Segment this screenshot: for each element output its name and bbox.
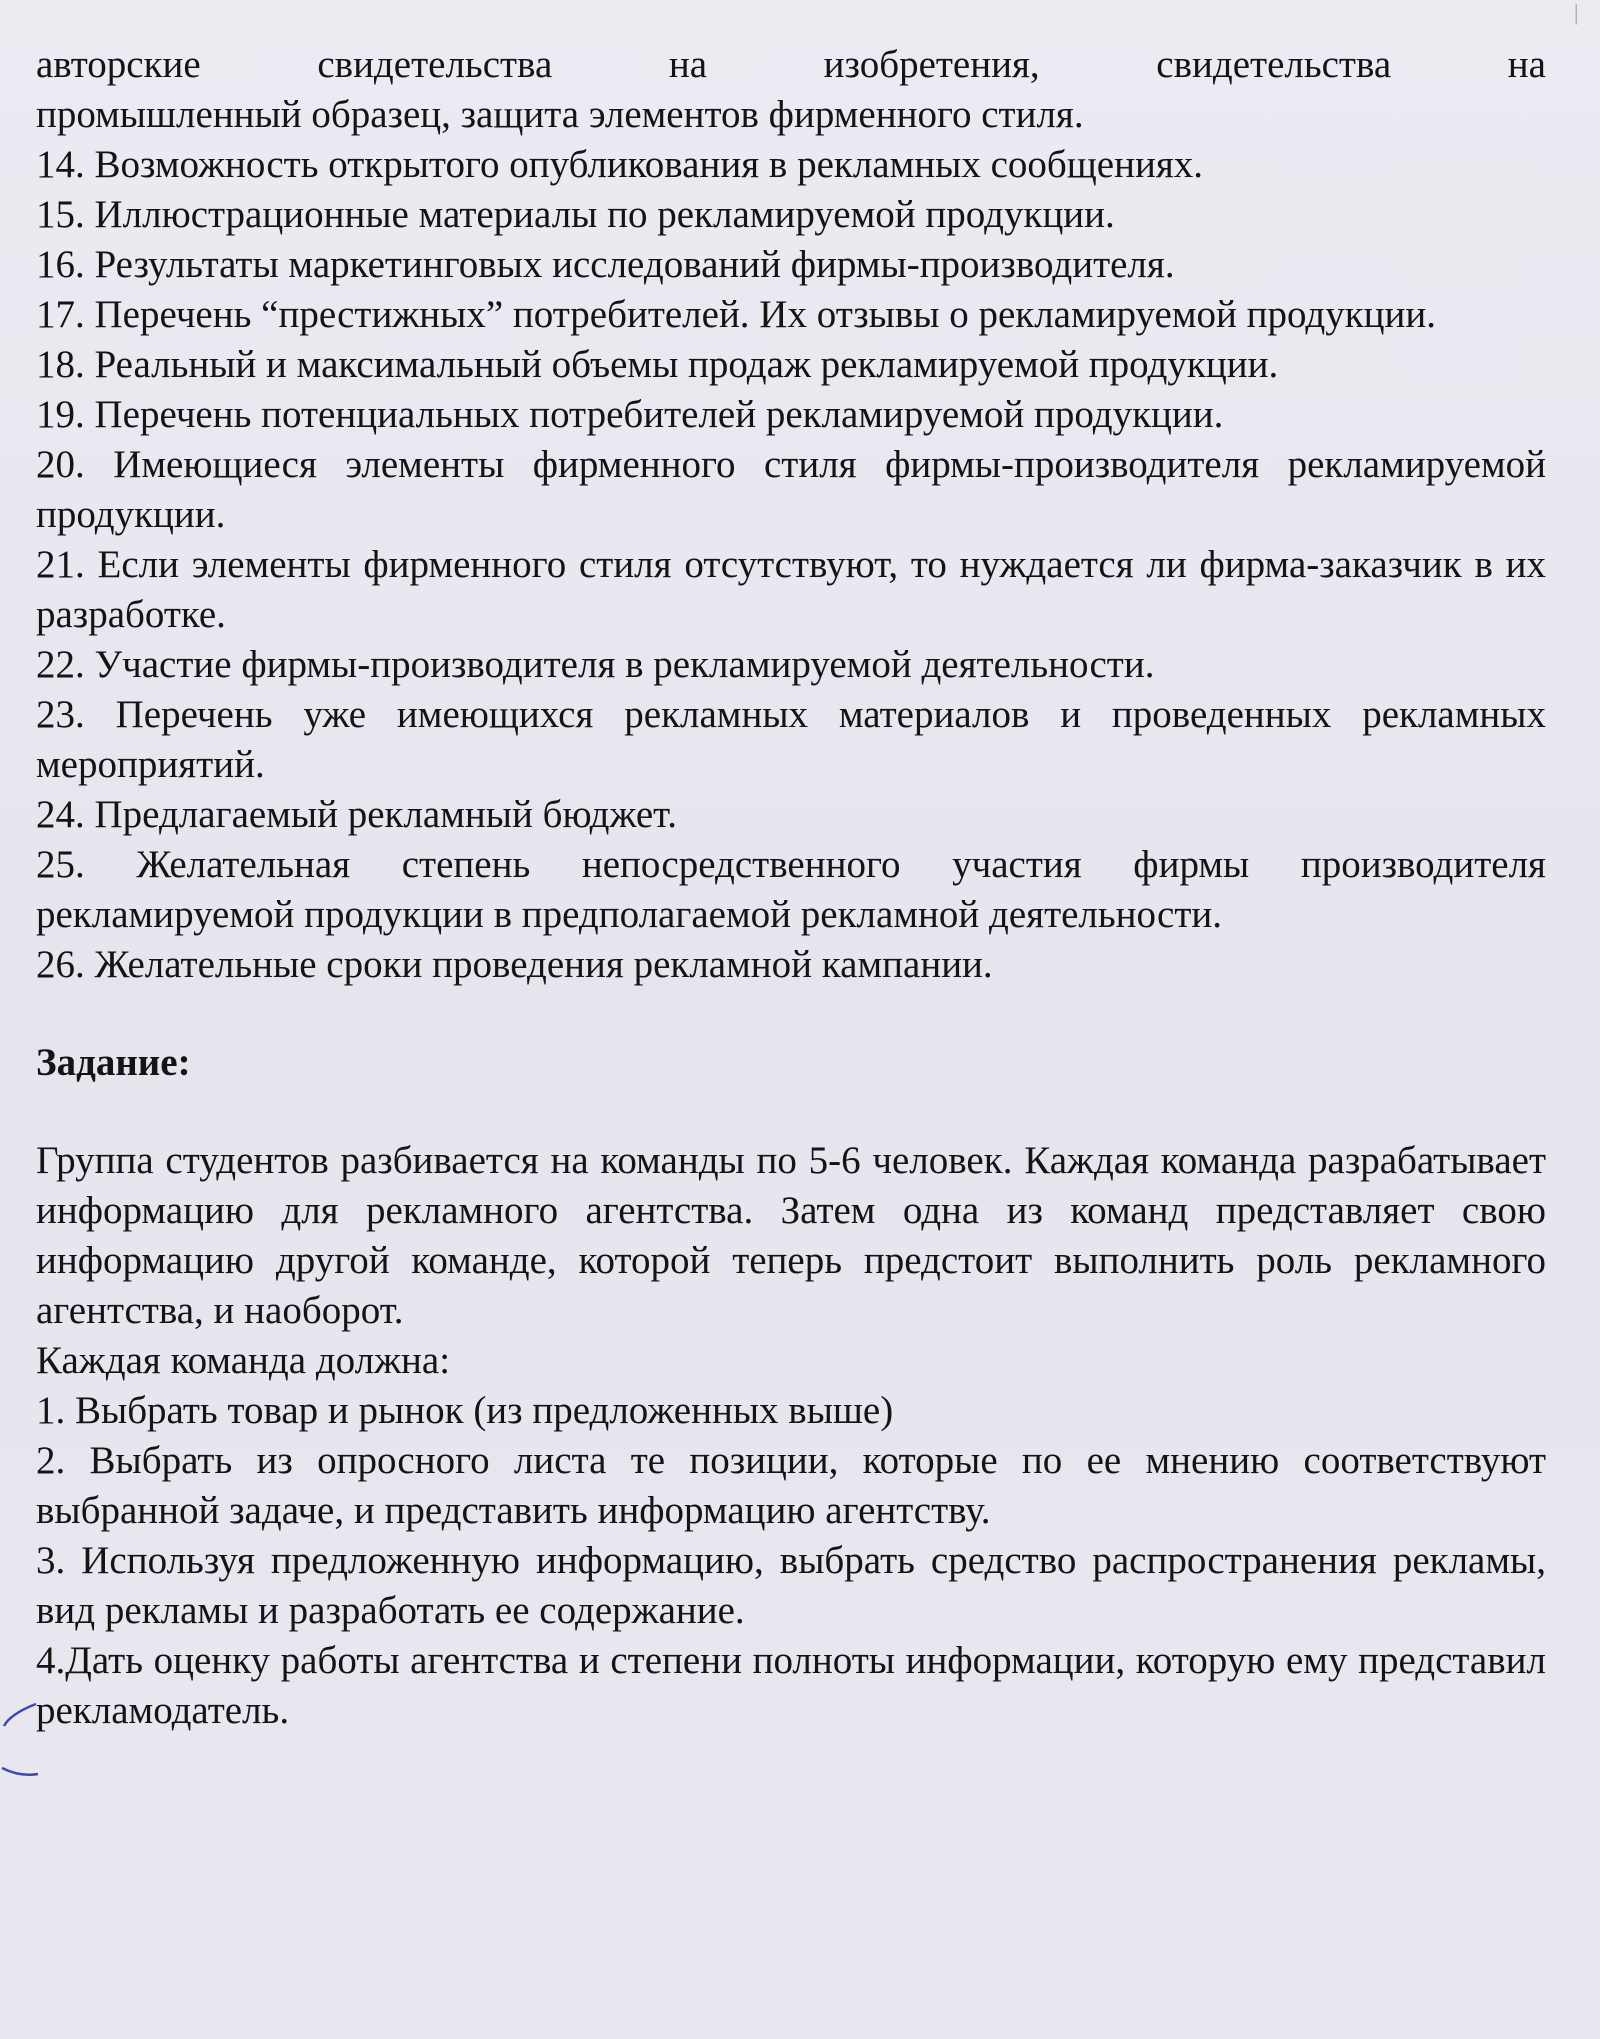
list-item-20: 20. Имеющиеся элементы фирменного стиля фирмы-производителя рекламируемой продукции. [36,443,1546,536]
task-step-2: 2. Выбрать из опросного листа те позиции, которые по ее мнению соответствуют выбранной задаче, и представить информацию агентству. [36,1439,1546,1532]
list-item-25: 25. Желательная степень непосредственного участия фирмы производителя рекламируемой продукции в предполагаемой рекламной деятельности. [36,843,1546,936]
list-item-26: 26. Желательные сроки проведения рекламной кампании. [36,943,993,986]
task-must-line: Каждая команда должна: [36,1339,451,1382]
list-item-15: 15. Иллюстрационные материалы по рекламируемой продукции. [36,193,1115,236]
task-intro-paragraph: Группа студентов разбивается на команды по 5-6 человек. Каждая команда разрабатывает информацию для рекламного агентства. Затем одна из команд представляет свою информацию другой команде, которой теперь предстоит выполнить роль рекламного агентства, и наоборот. [36,1139,1546,1332]
page-edge-mark: | [1574,0,1579,25]
list-item-21: 21. Если элементы фирменного стиля отсутствуют, то нуждается ли фирма-заказчик в их разработке. [36,543,1546,636]
list-item-23: 23. Перечень уже имеющихся рекламных материалов и проведенных рекламных мероприятий. [36,693,1546,786]
questionnaire-list [36,140,1546,990]
list-continuation-line-2: промышленный образец, защита элементов фирменного стиля. [36,93,1084,136]
list-item-18: 18. Реальный и максимальный объемы продаж рекламируемой продукции. [36,343,1279,386]
list-continuation-line-1: авторские свидетельства на изобретения, свидетельства на [36,43,1546,86]
task-step-4: 4.Дать оценку работы агентства и степени полноты информации, которую ему представил рекламодатель. [36,1639,1546,1732]
list-item-16: 16. Результаты маркетинговых исследований фирмы-производителя. [36,243,1175,286]
pen-mark-icon [0,1700,40,1780]
task-step-3: 3. Используя предложенную информацию, выбрать средство распространения рекламы, вид рекламы и разработать ее содержание. [36,1539,1546,1632]
list-item-14: 14. Возможность открытого опубликования в рекламных сообщениях. [36,143,1204,186]
task-step-1: 1. Выбрать товар и рынок (из предложенных выше) [36,1389,894,1432]
list-item-17: 17. Перечень “престижных” потребителей. Их отзывы о рекламируемой продукции. [36,293,1437,336]
list-item-22: 22. Участие фирмы-производителя в рекламируемой деятельности. [36,643,1155,686]
task-block [36,1136,1546,1736]
list-item-24: 24. Предлагаемый рекламный бюджет. [36,793,678,836]
list-item-19: 19. Перечень потенциальных потребителей рекламируемой продукции. [36,393,1224,436]
document-body [36,40,1546,1736]
task-heading: Задание: [36,1041,191,1084]
